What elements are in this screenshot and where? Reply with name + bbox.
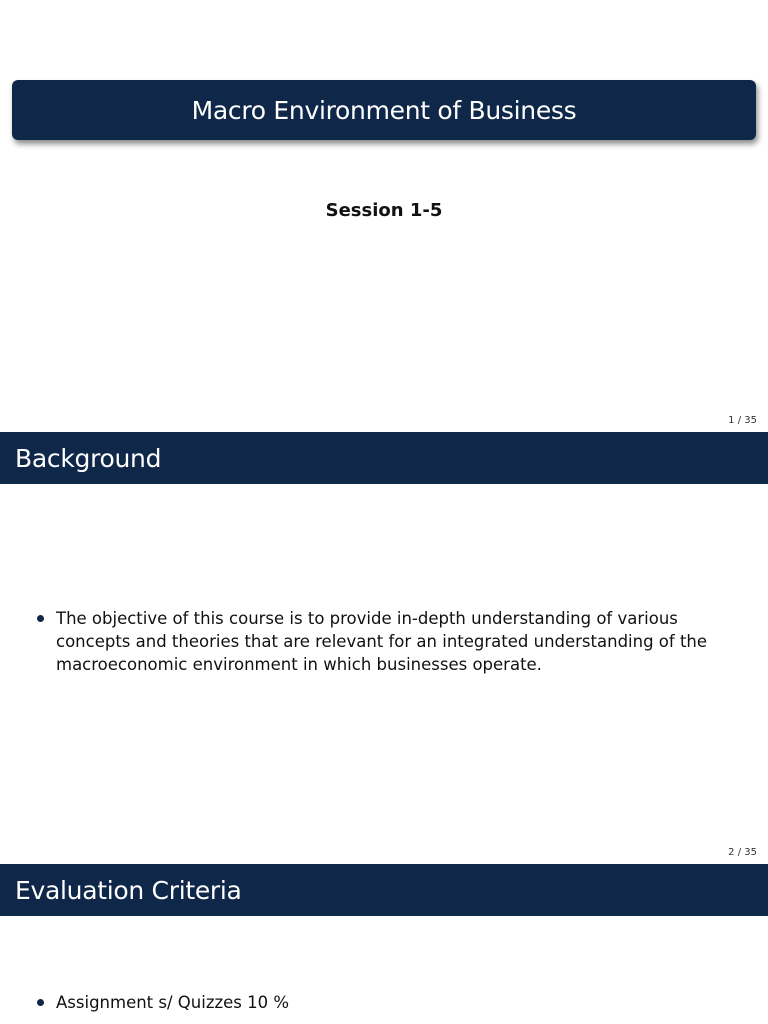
bullet-icon [37,615,44,622]
bullet-list-evaluation [34,991,754,1014]
title-block [12,80,756,140]
list-item [34,991,754,1014]
session-subtitle: Session 1-5 [325,200,443,221]
frame-title-background: Background [15,443,162,473]
bullet-list-background [34,607,754,676]
frame-title-evaluation: Evaluation Criteria [15,875,242,905]
bullet-text: Assignment s/ Quizzes 10 % [56,993,290,1012]
list-item [34,607,754,676]
bullet-text: The objective of this course is to provide in-depth understanding of various concepts and theories that are relevant for an integrated understanding of the macroeconomic environment in which businesses operate. [56,609,708,674]
page-number-2: 2 / 35 [728,847,757,858]
page-number-1: 1 / 35 [728,415,757,426]
bullet-icon [37,999,44,1006]
frame-header-evaluation [0,864,768,916]
frame-header-background [0,432,768,484]
presentation-title: Macro Environment of Business [191,95,577,125]
